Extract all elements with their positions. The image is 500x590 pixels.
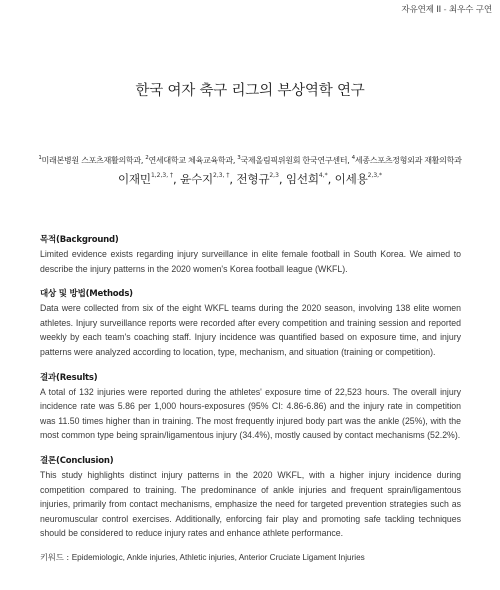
affiliation-2-sup: 2 [145,155,149,161]
affiliation-2: 연세대학교 체육교육학과, [148,155,238,165]
background-heading: 목적(Background) [40,235,119,245]
keywords-text: Epidemiologic, Ankle injuries, Athletic injuries, Anterior Cruciate Ligament Injuries [71,552,365,562]
author-3-sup: 2,3 [269,172,279,179]
affiliations [0,155,500,166]
results-heading: 결과(Results) [40,372,98,383]
section-results [40,371,461,443]
section-award: 최우수 구연 [448,5,492,15]
author-5-name: 이세용 [334,172,368,186]
keywords-label: 키워드 : [40,551,72,562]
affiliation-3: 국제올림픽위원회 한국연구센터, [240,155,352,165]
section-series: 자유연제 II [401,5,441,15]
author-3-name: 전형규 [236,172,270,186]
section-tag [401,3,492,15]
author-5-sup: 2,3,* [367,172,383,179]
author-2-sup: 2,3, † [213,172,230,179]
affiliation-1: 미래본병원 스포츠재활의학과, [41,155,146,165]
author-separator: , [327,172,335,186]
abstract [40,233,461,563]
keywords [40,552,461,563]
affiliation-4-sup: 4 [351,155,355,161]
section-conclusion [40,454,461,541]
methods-heading: 대상 및 방법(Methods) [40,289,133,300]
author-separator: , [173,172,181,186]
section-separator: - [440,5,449,15]
section-methods [40,287,461,359]
conclusion-text: This study highlights distinct injury patterns in the 2020 WKFL, with a higher injury incidence during competition compared to training. The predominance of ankle injuries and frequent sprain/ligamentous injuries, primarily from contact mechanisms, emphasize the need for targeted prevention strategies such as neuromuscular control exercises. Additionally, enforcing fair play and promoting safe tackling techniques should be considered to reduce injury rates and enhance athlete performance. [40,469,461,539]
author-1-name: 이재민 [117,172,151,186]
author-list [0,171,500,187]
results-text: A total of 132 injuries were reported during the athletes' exposure time of 22,523 hours. The overall injury incidence rate was 5.86 per 1,000 hours-exposures (95% CI: 4.86-6.86) and the injury rate in competition was 11.50 times higher than in training. The most frequently injured body part was the ankle (25%), with the most common type being sprain/ligamentous injury (34.4%), mostly caused by contact mechanisms (52.2%). [40,386,461,441]
author-separator: , [229,172,237,186]
author-1-sup: 1,2,3, † [150,172,174,179]
paper-title: 한국 여자 축구 리그의 부상역학 연구 [135,83,365,99]
affiliation-4: 세종스포츠정형외과 재활의학과 [354,155,462,165]
author-separator: , [278,172,286,186]
background-text: Limited evidence exists regarding injury surveillance in elite female football in South Korea. We aimed to describe the injury patterns in the 2020 women's Korea football league (WKFL). [40,249,461,274]
author-2-name: 윤수지 [180,172,214,186]
conclusion-heading: 결론(Conclusion) [40,455,114,466]
methods-text: Data were collected from six of the eight WKFL teams during the 2020 season, involving 138 elite women athletes. Injury surveillance reports were recorded after every competition and training session and reported weekly by each team's coaching staff. Injury incidence was quantified based on exposure time, and injury patterns were analyzed according to location, type, mechanism, and situation (training or competition). [40,303,461,357]
affiliation-3-sup: 3 [237,155,241,161]
author-4-sup: 4,* [318,172,328,179]
affiliation-1-sup: 1 [38,155,42,161]
author-4-name: 임선희 [285,172,319,186]
section-background [40,233,461,276]
